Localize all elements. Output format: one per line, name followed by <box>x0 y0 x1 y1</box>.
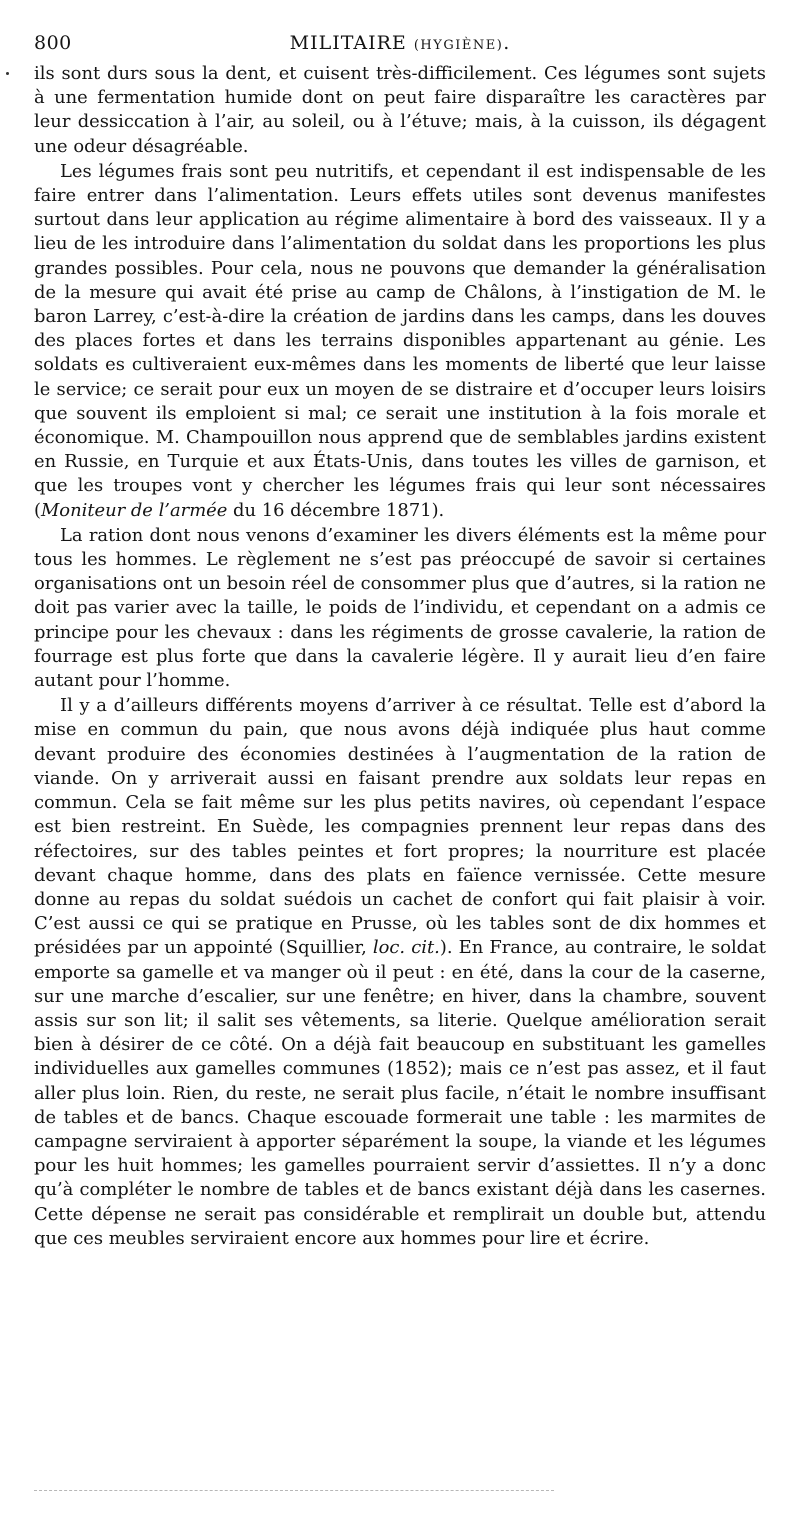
paragraph-4-text: Il y a d’ailleurs différents moyens d’arriver à ce résultat. Telle est d’abord la mise en commun du pain, que nous avons déjà indiquée plus haut comme devant produire des économies destinées à l’augmentation de la ration de viande. On y arriverait aussi en faisant prendre aux soldats leur repas en commun. Cela se fait même sur les plus petits navires, où cependant l’espace est bien restreint. En Suède, les compagnies prennent leur repas dans des réfectoires, sur des tables peintes et fort propres; la nourriture est placée devant chaque homme, dans des plats en faïence vernissée. Cette mesure donne au repas du soldat suédois un cachet de confort qui fait plaisir à voir. C’est aussi ce qui se pratique en Prusse, où les tables sont de dix hommes et présidées par un appointé (Squillier, <box>34 695 766 959</box>
stray-ink-mark <box>6 72 9 75</box>
paragraph-4-tail: ). En France, au contraire, le soldat emporte sa gamelle et va manger où il peut : en été, dans la cour de la caserne, sur une marche d’escalier, sur une fenêtre; en hiver, dans la chambre, souvent assis sur son lit; il salit ses vêtements, sa literie. Quelque amélioration serait bien à désirer de ce côté. On a déjà fait beaucoup en substituant les gamelles individuelles aux gamelles communes (1852); mais ce n’est pas assez, et il faut aller plus loin. Rien, du reste, ne serait plus facile, n’était le nombre insuffisant de tables et de bancs. Chaque escouade formerait une table : les marmites de campagne serviraient à apporter séparément la soupe, la viande et les légumes pour les huit hommes; les gamelles pourraient servir d’assiettes. Il n’y a donc qu’à compléter le nombre de tables et de bancs existant déjà dans les casernes. Cette dépense ne serait pas considérable et remplirait un double but, attendu que ces meubles serviraient encore aux hommes pour lire et écrire. <box>34 937 766 1249</box>
paragraph-3 <box>34 524 766 693</box>
page-header <box>34 28 766 62</box>
running-title-sub: (HYGIÈNE) <box>413 38 504 53</box>
running-title-end: . <box>503 32 511 54</box>
paragraph-1-text: ils sont durs sous la dent, et cuisent très-difficilement. Ces légumes sont sujets à une fermentation humide dont on peut faire disparaître les caractères par leur dessiccation à l’air, au soleil, ou à l’étuve; mais, à la cuisson, ils dégagent une odeur désagréable. <box>34 63 766 157</box>
page-number: 800 <box>34 32 72 54</box>
paragraph-4 <box>34 694 766 1251</box>
running-title-main: MILITAIRE <box>289 32 407 54</box>
paragraph-1 <box>34 62 766 159</box>
citation-loc-cit: loc. cit. <box>372 937 440 959</box>
running-title <box>34 32 766 54</box>
paragraph-3-text: La ration dont nous venons d’examiner les divers éléments est la même pour tous les hommes. Le règlement ne s’est pas préoccupé de savoir si certaines organisations ont un besoin réel de consommer plus que d’autres, si la ration ne doit pas varier avec la taille, le poids de l’individu, et cependant on a admis ce principe pour les chevaux : dans les régiments de grosse cavalerie, la ration de fourrage est plus forte que dans la cavalerie légère. Il y aurait lieu d’en faire autant pour l’homme. <box>34 524 766 692</box>
paragraph-2 <box>34 160 766 523</box>
footer-rule <box>34 1490 554 1491</box>
body-text <box>34 62 766 1251</box>
paragraph-2-tail: du 16 décembre 1871). <box>227 499 445 521</box>
citation-title: Moniteur de l’armée <box>40 499 228 521</box>
book-page <box>34 28 766 1251</box>
paragraph-2-text: Les légumes frais sont peu nutritifs, et cependant il est indispensable de les faire entrer dans l’alimentation. Leurs effets utiles sont devenus manifestes surtout dans leur application au régime alimentaire à bord des vaisseaux. Il y a lieu de les introduire dans l’alimentation du soldat dans les proportions les plus grandes possibles. Pour cela, nous ne pouvons que demander la généralisation de la mesure qui avait été prise au camp de Châlons, à l’instigation de M. le baron Larrey, c’est-à-dire la création de jardins dans les camps, dans les douves des places fortes et dans les terrains disponibles appartenant au génie. Les soldats es cultiveraient eux-mêmes dans les moments de liberté que leur laisse le service; ce serait pour eux un moyen de se distraire et d’occuper leurs loisirs que souvent ils emploient si mal; ce serait une institution à la fois morale et économique. M. Champouillon nous apprend que de semblables jardins existent en Russie, en Turquie et aux États-Unis, dans toutes les villes de garnison, et que les troupes vont y chercher les légumes frais qui leur sont nécessaires ( <box>34 160 766 521</box>
